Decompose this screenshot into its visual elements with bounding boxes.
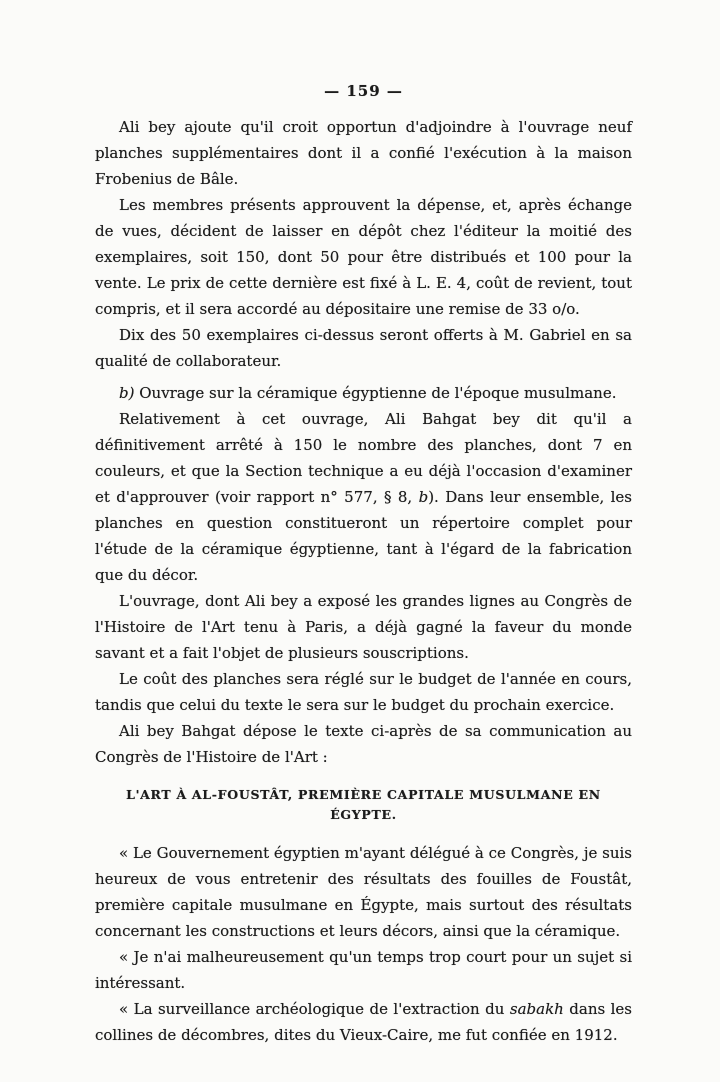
italic-ref-b: b <box>418 488 429 506</box>
paragraph-quote-surveillance <box>95 996 632 1048</box>
paragraph-relativement-part1: Relativement à cet ouvrage, Ali Bahgat bey dit qu'il a définitivement arrêté à 150 le nombre des planches, dont 7 en couleurs, et que la Section technique a eu déjà l'occasion d'examiner et d'approuver (voir rapport n° 577, § 8, <box>95 410 632 506</box>
paragraph-ouvrage-ceramique-text: Ouvrage sur la céramique égyptienne de l'époque musulmane. <box>134 384 617 402</box>
page-number: — 159 — <box>324 82 403 100</box>
paragraph-membres-approuvent: Les membres présents approuvent la dépense, et, après échange de vues, décident de laisser en dépôt chez l'éditeur la moitié des exemplaires, soit 150, dont 50 pour être distribués et 100 pour la vente. Le prix de cette dernière est fixé à L. E. 4, coût de revient, tout compris, et il sera accordé au dépositaire une remise de 33 o/o. <box>95 196 632 318</box>
paragraph-ouvrage-ceramique <box>95 380 632 406</box>
paragraph-surveillance-part1: « La surveillance archéologique de l'extraction du <box>119 1000 510 1018</box>
paragraph-ali-bey-planches: Ali bey ajoute qu'il croit opportun d'adjoindre à l'ouvrage neuf planches supplémentaires dont il a confié l'exécution à la maison Frobenius de Bâle. <box>95 118 632 188</box>
item-marker-b: b) <box>119 384 135 402</box>
section-heading-art-foustat: L'ART À AL-FOUSTÂT, PREMIÈRE CAPITALE MUSULMANE EN ÉGYPTE. <box>126 787 601 822</box>
paragraph-quote-gouvernement: « Le Gouvernement égyptien m'ayant délégué à ce Congrès, je suis heureux de vous entretenir des résultats des fouilles de Foustât, première capitale musulmane en Égypte, mais surtout des résultats concernant les constructions et leurs décors, ainsi que la céramique. <box>95 844 632 940</box>
paragraph-cout-planches: Le coût des planches sera réglé sur le budget de l'année en cours, tandis que celui du texte le sera sur le budget du prochain exercice. <box>95 670 632 714</box>
paragraph-relativement-ouvrage <box>95 406 632 588</box>
paragraph-surveillance-part2: dans les collines de décombres, dites du Vieux-Caire, me fut confiée en 1912. <box>95 1000 633 1044</box>
italic-term-sabakh: sabakh <box>509 1000 564 1018</box>
paragraph-relativement-part2: ). Dans leur ensemble, les planches en question constitueront un répertoire complet pour l'étude de la céramique égyptienne, tant à l'égard de la fabrication que du décor. <box>95 488 633 584</box>
paragraph-depose-texte: Ali bey Bahgat dépose le texte ci-après de sa communication au Congrès de l'Histoire de l'Art : <box>95 722 632 766</box>
paragraph-quote-temps-court: « Je n'ai malheureusement qu'un temps trop court pour un sujet si intéressant. <box>95 948 632 992</box>
paragraph-dix-exemplaires: Dix des 50 exemplaires ci-dessus seront offerts à M. Gabriel en sa qualité de collaborateur. <box>95 326 632 370</box>
paragraph-ouvrage-congres: L'ouvrage, dont Ali bey a exposé les grandes lignes au Congrès de l'Histoire de l'Art tenu à Paris, a déjà gagné la faveur du monde savant et a fait l'objet de plusieurs souscriptions. <box>95 592 632 662</box>
